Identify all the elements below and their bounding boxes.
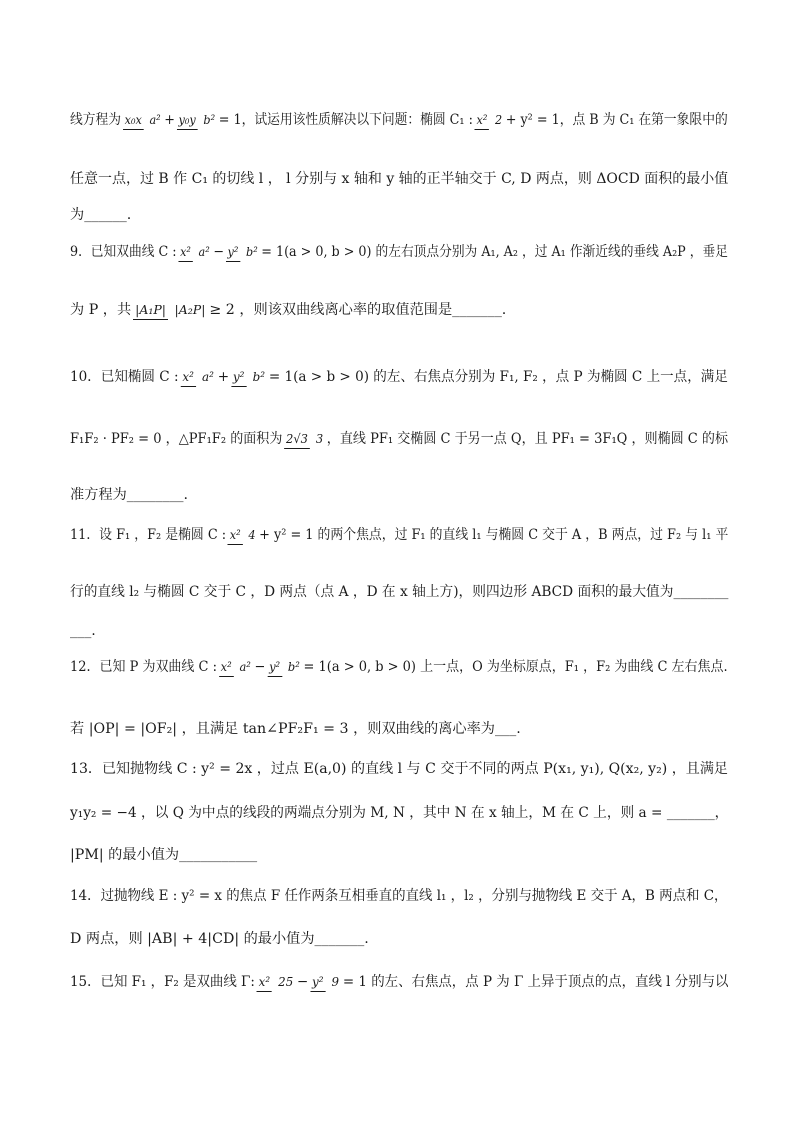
fraction	[267, 660, 301, 674]
problem-9-line-1	[70, 245, 728, 259]
text: 为 P ，共	[70, 302, 132, 318]
fraction	[475, 113, 504, 127]
text: F₁F₂ · PF₂ = 0 ，△PF₁F₂ 的面积为	[70, 431, 283, 447]
problem-13-line-1: 13．已知抛物线 C : y² = 2x ，过点 E(a,0) 的直线 l 与 C 交于不同的两点 P(x₁, y₁), Q(x₂, y₂) ，且满足	[70, 761, 728, 777]
text: 9．已知双曲线 C :	[70, 244, 177, 260]
denominator: b²	[203, 112, 216, 127]
problem-11-line-2: 行的直线 l₂ 与椭圆 C 交于 C ，D 两点（点 A ，D 在 x 轴上方)，则四边形 ABCD 面积的最大值为________	[70, 584, 729, 600]
fraction	[226, 245, 260, 259]
denominator: 4	[248, 527, 256, 542]
text: ，直线 PF₁ 交椭圆 C 于另一点 Q，且 PF₁ = 3F₁Q ，则椭圆 C 的标	[326, 431, 729, 447]
numerator: x²	[180, 369, 195, 387]
numerator: y₀y	[177, 112, 198, 130]
problem-10-line-2	[70, 432, 728, 446]
problem-13-line-3: |PM| 的最小值为___________	[70, 847, 258, 863]
problem-12-line-1	[70, 660, 728, 674]
numerator: y²	[310, 974, 325, 992]
problem-10-line-1	[70, 370, 728, 384]
fraction	[310, 975, 341, 989]
numerator: 2√3	[284, 431, 310, 449]
denominator: |A₂P|	[174, 302, 206, 317]
denominator: 3	[315, 431, 324, 446]
problem-8-tail-line-1	[70, 113, 728, 127]
denominator: 2	[494, 112, 503, 127]
numerator: x²	[257, 974, 272, 992]
text: = 1(a > b > 0) 的左、右焦点分别为 F₁, F₂ ，点 P 为椭圆 C 上一点，满足	[268, 369, 728, 385]
denominator: a²	[239, 659, 251, 674]
fraction	[123, 113, 163, 127]
denominator: b²	[252, 369, 266, 384]
text: = 1，试运用该性质解决以下问题：椭圆 C₁ :	[218, 112, 473, 128]
text: + y² = 1，点 B 为 C₁ 在第一象限中的	[505, 112, 728, 128]
problem-8-tail-line-2: 任意一点，过 B 作 C₁ 的切线 l ， l 分别与 x 轴和 y 轴的正半轴交于 C, D 两点，则 ΔOCD 面积的最小值	[70, 171, 729, 187]
text: −	[254, 659, 266, 675]
problem-13-line-2: y₁y₂ = −4 ，以 Q 为中点的线段的两端点分别为 M, N ，其中 N 在 x 轴上，M 在 C 上，则 a = _______，	[70, 805, 729, 821]
numerator: x₀x	[123, 112, 144, 130]
fraction	[228, 528, 257, 542]
fraction	[133, 303, 207, 317]
problem-14-line-2: D 两点，则 |AB| + 4|CD| 的最小值为_______.	[70, 931, 369, 947]
numerator: x²	[228, 527, 243, 545]
text: ≥ 2 ，则该双曲线离心率的取值范围是_______.	[209, 302, 507, 318]
denominator: a²	[149, 112, 161, 127]
denominator: a²	[198, 244, 210, 259]
numerator: x²	[475, 112, 489, 130]
text: + y² = 1 的两个焦点，过 F₁ 的直线 l₁ 与椭圆 C 交于 A ，B 两点，过 F₂ 与 l₁ 平	[259, 527, 729, 543]
text: 12．已知 P 为双曲线 C :	[70, 659, 217, 675]
denominator: a²	[202, 369, 214, 384]
numerator: y²	[226, 244, 240, 262]
problem-12-line-2: 若 |OP| = |OF₂| ，且满足 tan∠PF₂F₁ = 3 ，则双曲线的离心率为___.	[70, 721, 521, 737]
text: +	[217, 369, 230, 385]
numerator: y²	[267, 659, 282, 677]
numerator: x²	[178, 244, 192, 262]
denominator: b²	[287, 659, 300, 674]
text: 11．设 F₁ ，F₂ 是椭圆 C :	[70, 527, 227, 543]
numerator: x²	[219, 659, 234, 677]
problem-10-line-3: 准方程为________.	[70, 487, 189, 503]
fraction	[257, 975, 295, 989]
problem-11-line-3: ___.	[70, 623, 96, 639]
numerator: |A₁P|	[133, 302, 168, 320]
text: −	[213, 244, 224, 260]
text: −	[297, 974, 309, 990]
fraction	[178, 245, 211, 259]
problem-11-line-1	[70, 528, 728, 542]
problem-8-tail-line-3: 为______.	[70, 207, 132, 223]
problem-15-line-1	[70, 975, 728, 989]
fraction	[284, 432, 325, 446]
numerator: y²	[231, 369, 246, 387]
denominator: 9	[331, 974, 340, 989]
fraction	[180, 370, 215, 384]
text: = 1(a > 0, b > 0) 的左右顶点分别为 A₁, A₂ ，过 A₁ 作渐近线的垂线 A₂P ，垂足	[261, 244, 728, 260]
denominator: 25	[278, 974, 294, 989]
problem-14-line-1: 14．过抛物线 E : y² = x 的焦点 F 任作两条互相垂直的直线 l₁ ，l₂ ，分别与抛物线 E 交于 A，B 两点和 C，	[70, 888, 728, 904]
text: = 1(a > 0, b > 0) 上一点，O 为坐标原点，F₁ ，F₂ 为曲线 C 左右焦点.	[303, 659, 728, 675]
text: +	[164, 112, 175, 128]
text: 10．已知椭圆 C :	[70, 369, 179, 385]
text: 线方程为	[70, 112, 122, 128]
text: = 1 的左、右焦点，点 P 为 Γ 上异于顶点的点，直线 l 分别与以	[342, 974, 729, 990]
problem-9-line-2	[70, 303, 506, 317]
text: 15．已知 F₁ ，F₂ 是双曲线 Γ:	[70, 974, 255, 990]
denominator: b²	[246, 244, 258, 259]
fraction	[177, 113, 217, 127]
fraction	[219, 660, 253, 674]
fraction	[231, 370, 267, 384]
